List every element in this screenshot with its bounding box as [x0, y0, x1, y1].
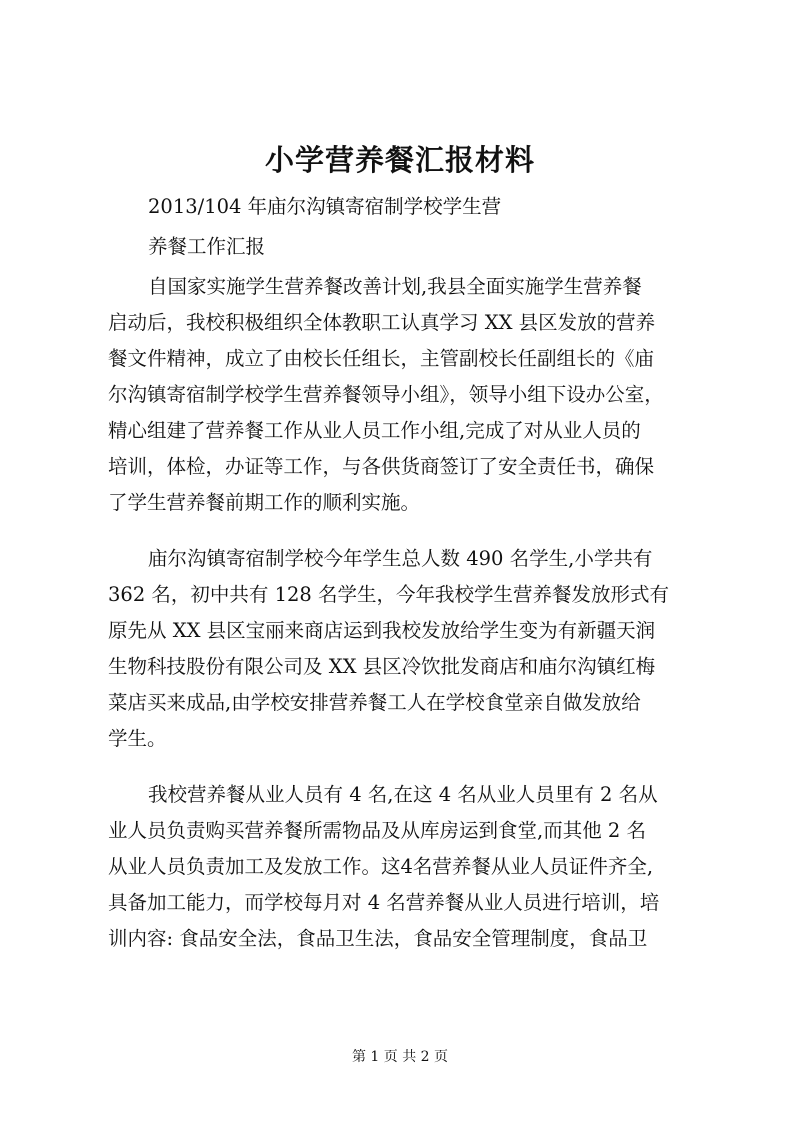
paragraph-1-line: 培训，体检，办证等工作，与各供货商签订了安全责任书，确保: [108, 455, 655, 478]
paragraph-1-line: 自国家实施学生营养餐改善计划,我县全面实施学生营养餐: [148, 275, 642, 298]
paragraph-1-line: 了学生营养餐前期工作的顺利实施。: [108, 491, 421, 514]
paragraph-2-line: 庙尔沟镇寄宿制学校今年学生总人数 490 名学生,小学共有: [148, 547, 653, 570]
paragraph-3-line: 训内容: 食品安全法，食品卫生法，食品安全管理制度，食品卫: [108, 927, 648, 950]
page-title: 小学营养餐汇报材料: [264, 143, 535, 177]
paragraph-2-line: 362 名，初中共有 128 名学生，今年我校学生营养餐发放形式有: [108, 583, 670, 606]
document-body: [108, 189, 708, 969]
paragraph-2-line: 生物科技股份有限公司及 XX 县区冷饮批发商店和庙尔沟镇红梅: [108, 655, 656, 678]
paragraph-2-line: 原先从 XX 县区宝丽来商店运到我校发放给学生变为有新疆天润: [108, 619, 656, 642]
paragraph-3-line: 我校营养餐从业人员有 4 名,在这 4 名从业人员里有 2 名从: [148, 783, 658, 806]
paragraph-2-line: 菜店买来成品,由学校安排营养餐工人在学校食堂亲自做发放给: [108, 691, 641, 714]
page-footer: 第 1 页 共 2 页: [351, 1049, 449, 1065]
paragraph-1-line: 启动后，我校积极组织全体教职工认真学习 XX 县区发放的营养: [108, 311, 656, 334]
paragraph-1-line: 尔沟镇寄宿制学校学生营养餐领导小组》，领导小组下设办公室，: [108, 383, 664, 406]
paragraph-3-line: 从业人员负责加工及发放工作。这4名营养餐从业人员证件齐全,: [108, 855, 654, 878]
paragraph-3-line: 具备加工能力，而学校每月对 4 名营养餐从业人员进行培训，培: [108, 891, 660, 914]
subtitle-line: 养餐工作汇报: [148, 235, 266, 258]
paragraph-1-line: 餐文件精神，成立了由校长任组长，主管副校长任副组长的《庙: [108, 347, 655, 370]
subtitle-line: 2013/104 年庙尔沟镇寄宿制学校学生营: [148, 195, 502, 218]
paragraph-3-line: 业人员负责购买营养餐所需物品及从库房运到食堂,而其他 2 名: [108, 819, 647, 842]
paragraph-1-line: 精心组建了营养餐工作从业人员工作小组,完成了对从业人员的: [108, 419, 641, 442]
paragraph-2-line: 学生。: [108, 727, 167, 750]
